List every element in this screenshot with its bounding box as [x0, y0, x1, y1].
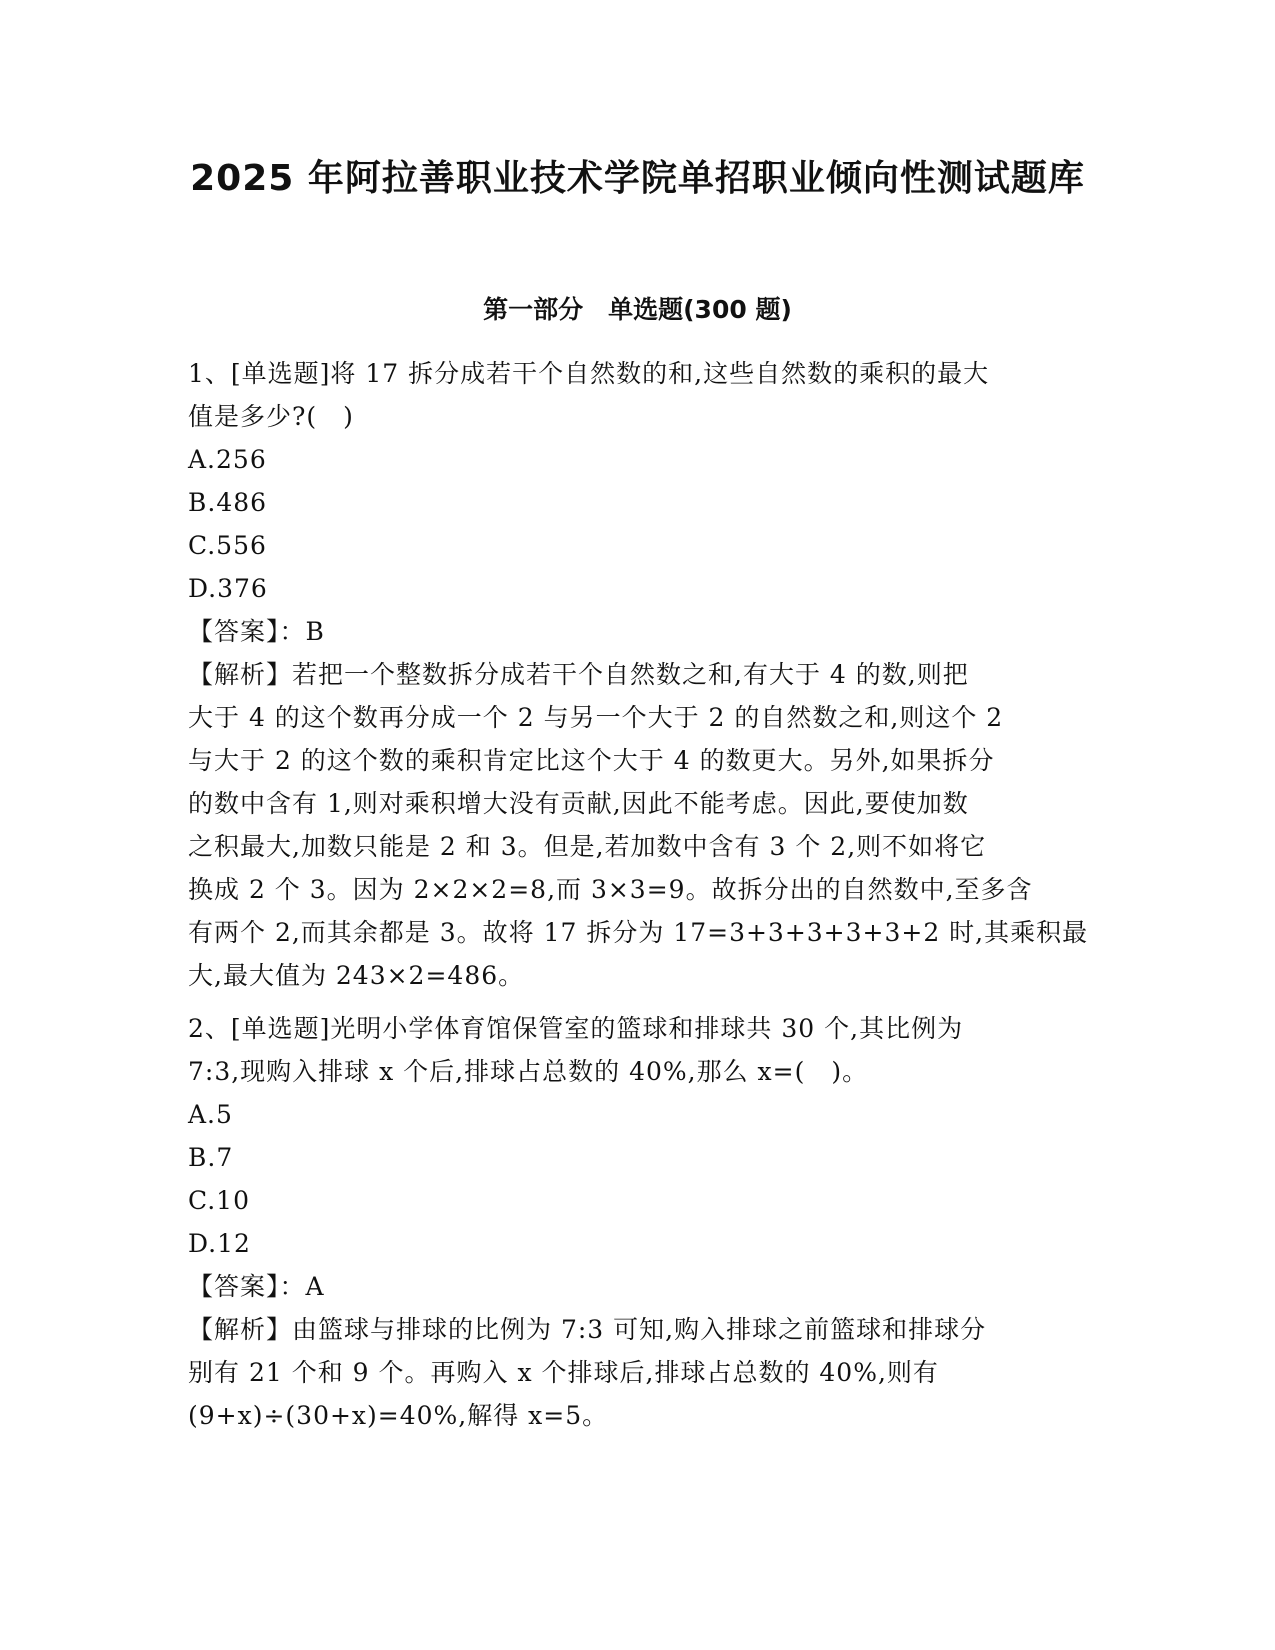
question-stem-line: 2、[单选题]光明小学体育馆保管室的篮球和排球共 30 个,其比例为: [188, 1014, 964, 1043]
option-c: C.10: [188, 1186, 250, 1215]
analysis-line: (9+x)÷(30+x)=40%,解得 x=5。: [188, 1401, 609, 1430]
option-d: D.376: [188, 574, 268, 603]
analysis-line: 别有 21 个和 9 个。再购入 x 个排球后,排球占总数的 40%,则有: [188, 1358, 939, 1387]
question-list: [188, 352, 1088, 1447]
analysis-line: 的数中含有 1,则对乘积增大没有贡献,因此不能考虑。因此,要使加数: [188, 789, 969, 818]
question-2: [188, 1007, 1088, 1437]
document-title: 2025 年阿拉善职业技术学院单招职业倾向性测试题库: [190, 158, 1085, 199]
option-a: A.5: [188, 1100, 233, 1129]
analysis-line: 有两个 2,而其余都是 3。故将 17 拆分为 17=3+3+3+3+3+2 时,其乘积最: [188, 918, 1089, 947]
analysis-line: 【解析】由篮球与排球的比例为 7:3 可知,购入排球之前篮球和排球分: [188, 1315, 987, 1344]
question-1: [188, 352, 1088, 997]
analysis-line: 大于 4 的这个数再分成一个 2 与另一个大于 2 的自然数之和,则这个 2: [188, 703, 1004, 732]
analysis-line: 之积最大,加数只能是 2 和 3。但是,若加数中含有 3 个 2,则不如将它: [188, 832, 987, 861]
answer-line: 【答案】：B: [188, 617, 325, 646]
question-stem-line: 值是多少?( ): [188, 402, 354, 431]
option-b: B.7: [188, 1143, 234, 1172]
option-b: B.486: [188, 488, 268, 517]
question-stem-line: 1、[单选题]将 17 拆分成若干个自然数的和,这些自然数的乘积的最大: [188, 359, 990, 388]
section-title: 第一部分 单选题(300 题): [483, 295, 792, 324]
answer-line: 【答案】：A: [188, 1272, 325, 1301]
option-c: C.556: [188, 531, 267, 560]
question-stem-line: 7:3,现购入排球 x 个后,排球占总数的 40%,那么 x=( )。: [188, 1057, 869, 1086]
option-a: A.256: [188, 445, 267, 474]
analysis-line: 换成 2 个 3。因为 2×2×2=8,而 3×3=9。故拆分出的自然数中,至多含: [188, 875, 1033, 904]
analysis-line: 【解析】若把一个整数拆分成若干个自然数之和,有大于 4 的数,则把: [188, 660, 969, 689]
option-d: D.12: [188, 1229, 251, 1258]
analysis-line: 与大于 2 的这个数的乘积肯定比这个大于 4 的数更大。另外,如果拆分: [188, 746, 995, 775]
analysis-line: 大,最大值为 243×2=486。: [188, 961, 525, 990]
